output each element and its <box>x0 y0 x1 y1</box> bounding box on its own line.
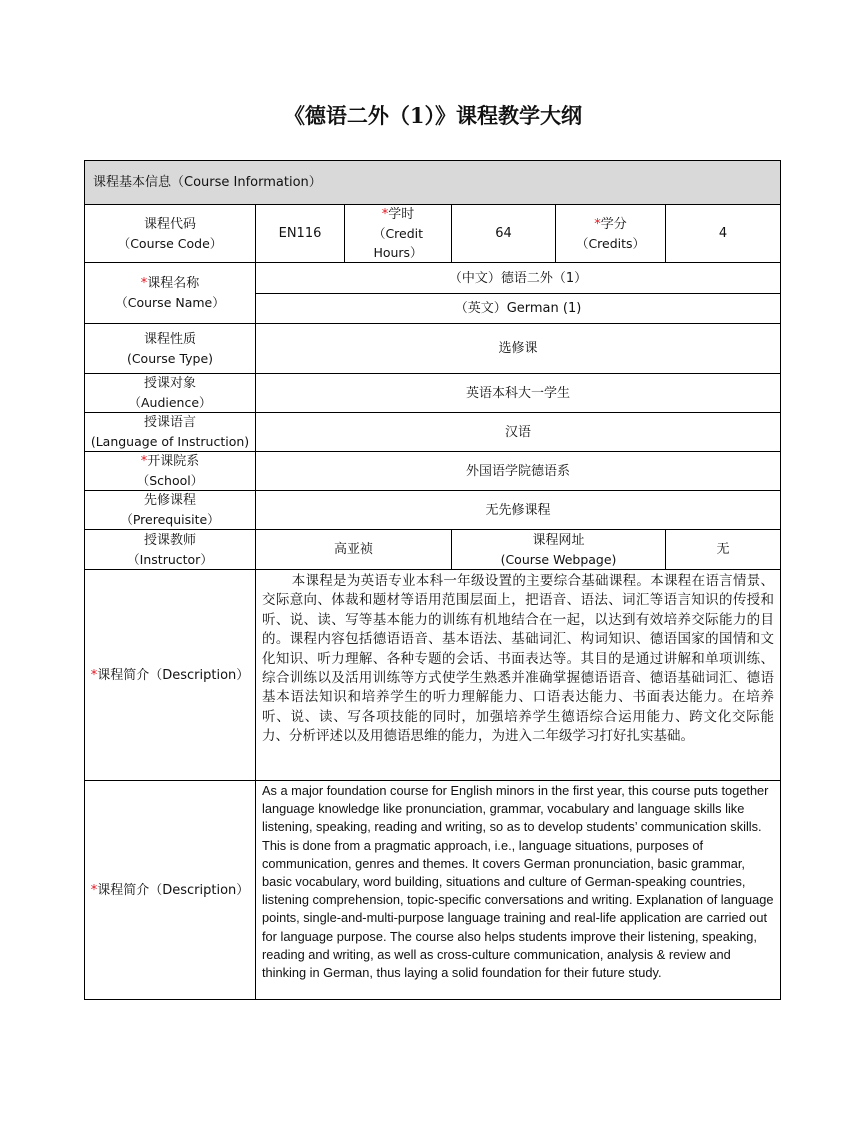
course-type-row <box>85 324 781 374</box>
prerequisite-value: 无先修课程 <box>256 491 781 530</box>
required-mark: * <box>90 882 98 898</box>
audience-value: 英语本科大一学生 <box>256 374 781 413</box>
required-mark: * <box>140 454 148 469</box>
audience-label: 授课对象 （Audience） <box>85 374 256 413</box>
description-en-row <box>85 781 781 1000</box>
description-en-text: As a major foundation course for English minors in the first year, this course puts together language knowledge like pronunciation, grammar, vocabulary and language skills like listening, speaking, reading and writing, so as to develop students’ communication skills. This is done from a pragmatic approach, i.e., language situations, purposes of communication, genres and themes. It covers German pronunciation, basic grammar, basic vocabulary, word building, situations and culture of German-speaking countries, listening comprehension, topic-specific conversations and writing. Explanation of language points, single-and-multi-purpose language training and real-life application are carried out for language purpose. The course also helps students improve their listening, speaking, reading and writing, as well as cross-culture communication, analysis & review and thinking in German, thus laying a solid foundation for their future study. <box>256 781 781 1000</box>
course-code-label: 课程代码 （Course Code） <box>85 205 256 263</box>
credits-value: 4 <box>666 205 781 263</box>
webpage-label: 课程网址 (Course Webpage) <box>452 530 666 570</box>
hours-value: 64 <box>452 205 556 263</box>
language-label: 授课语言 (Language of Instruction) <box>85 413 256 452</box>
prerequisite-row <box>85 491 781 530</box>
prerequisite-label: 先修课程 （Prerequisite） <box>85 491 256 530</box>
credits-label: *学分 （Credits） <box>556 205 666 263</box>
language-row <box>85 413 781 452</box>
description-en-label: *课程简介（Description） <box>85 781 256 1000</box>
course-name-label: *课程名称 （Course Name） <box>85 263 256 324</box>
course-name-row-cn <box>85 263 781 294</box>
hours-label: *学时 （Credit Hours） <box>345 205 452 263</box>
webpage-value: 无 <box>666 530 781 570</box>
audience-row <box>85 374 781 413</box>
description-cn-text: 本课程是为英语专业本科一年级设置的主要综合基础课程。本课程在语言情景、交际意向、体裁和题材等语用范围层面上，把语音、语法、词汇等语言知识的传授和听、说、读、写等基本能力的训练有机地结合在一起，以达到有效培养交际能力的目的。课程内容包括德语语音、基本语法、基础词汇、构词知识、德语国家的国情和文化知识、听力理解、各种专题的会话、书面表达等。其目的是通过讲解和单项训练、综合训练以及活用训练等方式使学生熟悉并准确掌握德语语音、德语基础词汇、德语基本语法知识和培养学生的听力理解能力、口语表达能力、书面表达能力。在培养听、说、读、写各项技能的同时，加强培养学生德语综合运用能力、跨文化交际能力、分析评述以及用德语思维的能力，为进入二年级学习打好扎实基础。 <box>256 570 781 781</box>
course-name-cn-value: （中文）德语二外（1） <box>256 263 781 294</box>
required-mark: * <box>140 276 148 291</box>
school-value: 外国语学院德语系 <box>256 452 781 491</box>
required-mark: * <box>381 207 389 222</box>
course-code-value: EN116 <box>256 205 345 263</box>
course-type-label: 课程性质 (Course Type) <box>85 324 256 374</box>
school-row <box>85 452 781 491</box>
section-header-row <box>85 161 781 205</box>
course-name-en-value: （英文）German (1) <box>256 294 781 324</box>
page-title: 《德语二外（1）》课程教学大纲 <box>283 103 583 128</box>
course-type-value: 选修课 <box>256 324 781 374</box>
instructor-row <box>85 530 781 570</box>
language-value: 汉语 <box>256 413 781 452</box>
description-cn-row <box>85 570 781 781</box>
required-mark: * <box>90 667 98 683</box>
section-header: 课程基本信息（Course Information） <box>85 161 781 205</box>
instructor-label: 授课教师 （Instructor） <box>85 530 256 570</box>
required-mark: * <box>594 216 601 232</box>
course-info-table <box>84 160 781 1000</box>
course-code-row <box>85 205 781 263</box>
description-cn-label: *课程简介（Description） <box>85 570 256 781</box>
instructor-value: 高亚祯 <box>256 530 452 570</box>
school-label: *开课院系 （School） <box>85 452 256 491</box>
